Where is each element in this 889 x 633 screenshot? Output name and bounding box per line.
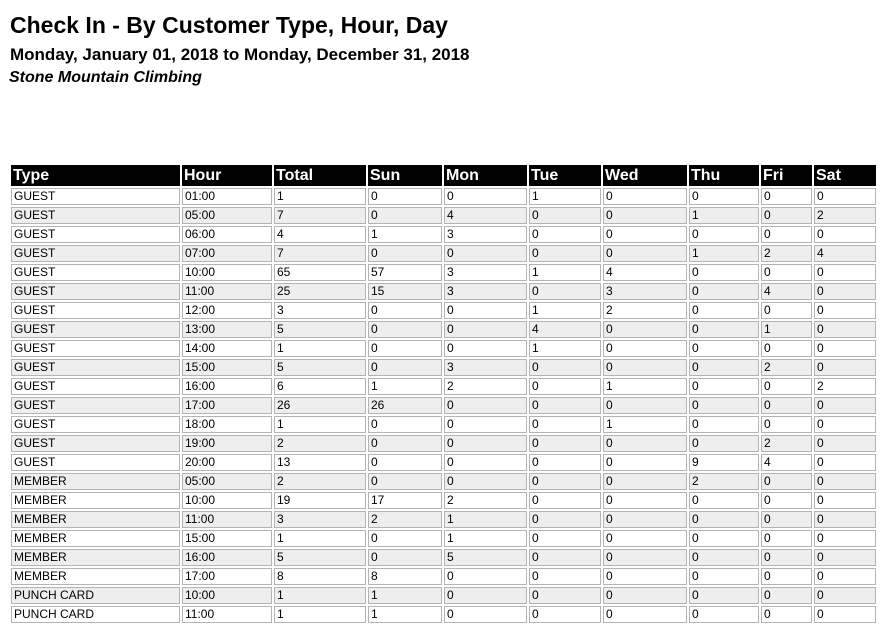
table-cell-tue: 1	[529, 302, 601, 319]
table-cell-thu: 0	[689, 511, 759, 528]
table-cell-type: GUEST	[11, 435, 180, 452]
table-cell-fri: 0	[761, 302, 812, 319]
table-cell-fri: 0	[761, 473, 812, 490]
table-cell-wed: 0	[603, 549, 687, 566]
table-cell-wed: 0	[603, 340, 687, 357]
table-cell-sat: 0	[814, 302, 876, 319]
table-cell-sat: 2	[814, 378, 876, 395]
table-cell-sun: 1	[368, 378, 442, 395]
table-cell-sun: 0	[368, 207, 442, 224]
table-row	[11, 606, 876, 623]
table-row	[11, 397, 876, 414]
company-name: Stone Mountain Climbing	[9, 69, 202, 86]
table-cell-fri: 0	[761, 226, 812, 243]
table-cell-sun: 0	[368, 340, 442, 357]
table-cell-tue: 1	[529, 188, 601, 205]
table-row	[11, 226, 876, 243]
table-cell-type: GUEST	[11, 397, 180, 414]
table-cell-total: 1	[274, 606, 366, 623]
table-cell-sat: 0	[814, 511, 876, 528]
table-row	[11, 321, 876, 338]
table-cell-total: 1	[274, 340, 366, 357]
checkin-table	[9, 163, 878, 625]
table-cell-sun: 0	[368, 473, 442, 490]
table-cell-tue: 0	[529, 397, 601, 414]
table-cell-sat: 0	[814, 359, 876, 376]
table-cell-thu: 0	[689, 340, 759, 357]
table-cell-mon: 0	[444, 416, 527, 433]
table-cell-wed: 1	[603, 416, 687, 433]
table-cell-mon: 0	[444, 245, 527, 262]
table-cell-total: 25	[274, 283, 366, 300]
table-cell-sat: 0	[814, 549, 876, 566]
table-row	[11, 283, 876, 300]
table-row	[11, 454, 876, 471]
table-cell-tue: 0	[529, 587, 601, 604]
table-cell-thu: 1	[689, 245, 759, 262]
table-cell-thu: 1	[689, 207, 759, 224]
table-cell-sun: 0	[368, 359, 442, 376]
table-cell-fri: 0	[761, 188, 812, 205]
table-cell-total: 5	[274, 359, 366, 376]
table-cell-type: GUEST	[11, 264, 180, 281]
table-cell-mon: 0	[444, 435, 527, 452]
table-cell-fri: 0	[761, 397, 812, 414]
table-cell-type: PUNCH CARD	[11, 606, 180, 623]
table-row	[11, 587, 876, 604]
table-cell-hour: 15:00	[182, 359, 272, 376]
table-cell-sun: 1	[368, 226, 442, 243]
table-cell-tue: 0	[529, 435, 601, 452]
table-cell-mon: 0	[444, 587, 527, 604]
report-date-range: Monday, January 01, 2018 to Monday, December 31, 2018	[10, 45, 470, 64]
table-cell-hour: 16:00	[182, 549, 272, 566]
table-cell-fri: 0	[761, 587, 812, 604]
table-cell-total: 1	[274, 530, 366, 547]
table-cell-sat: 0	[814, 454, 876, 471]
table-cell-sun: 15	[368, 283, 442, 300]
table-cell-type: GUEST	[11, 454, 180, 471]
table-cell-hour: 20:00	[182, 454, 272, 471]
table-cell-thu: 0	[689, 302, 759, 319]
table-cell-sun: 8	[368, 568, 442, 585]
table-cell-sun: 0	[368, 454, 442, 471]
column-header-hour: Hour	[182, 165, 272, 186]
table-cell-total: 26	[274, 397, 366, 414]
table-cell-thu: 9	[689, 454, 759, 471]
table-cell-type: MEMBER	[11, 568, 180, 585]
table-cell-mon: 5	[444, 549, 527, 566]
table-cell-sat: 2	[814, 207, 876, 224]
table-cell-fri: 0	[761, 606, 812, 623]
table-cell-sun: 1	[368, 587, 442, 604]
table-cell-sat: 0	[814, 397, 876, 414]
table-cell-mon: 0	[444, 340, 527, 357]
table-cell-mon: 4	[444, 207, 527, 224]
table-cell-mon: 3	[444, 226, 527, 243]
table-cell-hour: 05:00	[182, 207, 272, 224]
table-cell-tue: 0	[529, 207, 601, 224]
table-cell-type: GUEST	[11, 226, 180, 243]
table-cell-fri: 0	[761, 511, 812, 528]
table-cell-hour: 17:00	[182, 568, 272, 585]
table-cell-wed: 0	[603, 511, 687, 528]
column-header-sun: Sun	[368, 165, 442, 186]
table-cell-sun: 0	[368, 188, 442, 205]
table-header-row	[11, 165, 876, 186]
table-row	[11, 340, 876, 357]
table-cell-thu: 0	[689, 568, 759, 585]
table-cell-sat: 0	[814, 530, 876, 547]
column-header-fri: Fri	[761, 165, 812, 186]
table-cell-hour: 14:00	[182, 340, 272, 357]
table-cell-thu: 0	[689, 549, 759, 566]
column-header-sat: Sat	[814, 165, 876, 186]
table-cell-fri: 2	[761, 435, 812, 452]
table-cell-sun: 0	[368, 416, 442, 433]
table-row	[11, 302, 876, 319]
table-cell-mon: 0	[444, 473, 527, 490]
table-cell-hour: 19:00	[182, 435, 272, 452]
table-cell-fri: 0	[761, 378, 812, 395]
table-cell-tue: 0	[529, 226, 601, 243]
table-row	[11, 473, 876, 490]
table-cell-sun: 0	[368, 321, 442, 338]
table-cell-sun: 0	[368, 302, 442, 319]
table-cell-total: 1	[274, 188, 366, 205]
table-cell-mon: 1	[444, 511, 527, 528]
table-cell-fri: 4	[761, 454, 812, 471]
table-cell-wed: 0	[603, 435, 687, 452]
table-cell-sat: 0	[814, 321, 876, 338]
table-cell-fri: 4	[761, 283, 812, 300]
table-cell-total: 5	[274, 321, 366, 338]
table-cell-tue: 1	[529, 340, 601, 357]
table-cell-type: GUEST	[11, 378, 180, 395]
table-cell-sat: 0	[814, 264, 876, 281]
table-row	[11, 188, 876, 205]
table-cell-type: GUEST	[11, 340, 180, 357]
column-header-wed: Wed	[603, 165, 687, 186]
table-cell-tue: 0	[529, 454, 601, 471]
table-cell-thu: 2	[689, 473, 759, 490]
table-cell-sat: 0	[814, 188, 876, 205]
table-cell-type: GUEST	[11, 207, 180, 224]
table-cell-mon: 0	[444, 321, 527, 338]
table-cell-type: GUEST	[11, 245, 180, 262]
table-cell-type: PUNCH CARD	[11, 587, 180, 604]
table-cell-thu: 0	[689, 226, 759, 243]
table-cell-sat: 0	[814, 340, 876, 357]
table-cell-fri: 0	[761, 530, 812, 547]
table-cell-mon: 3	[444, 359, 527, 376]
table-cell-type: GUEST	[11, 416, 180, 433]
table-row	[11, 207, 876, 224]
table-cell-total: 19	[274, 492, 366, 509]
table-cell-total: 1	[274, 416, 366, 433]
table-cell-thu: 0	[689, 264, 759, 281]
table-row	[11, 264, 876, 281]
table-cell-fri: 1	[761, 321, 812, 338]
table-cell-sun: 0	[368, 530, 442, 547]
table-cell-mon: 2	[444, 492, 527, 509]
table-row	[11, 435, 876, 452]
table-cell-hour: 10:00	[182, 492, 272, 509]
table-cell-total: 65	[274, 264, 366, 281]
table-row	[11, 378, 876, 395]
table-cell-sun: 0	[368, 549, 442, 566]
table-cell-tue: 0	[529, 378, 601, 395]
table-cell-type: MEMBER	[11, 549, 180, 566]
table-cell-sun: 2	[368, 511, 442, 528]
table-cell-type: GUEST	[11, 302, 180, 319]
table-cell-tue: 0	[529, 530, 601, 547]
table-cell-tue: 4	[529, 321, 601, 338]
table-cell-type: GUEST	[11, 359, 180, 376]
table-cell-sun: 0	[368, 435, 442, 452]
column-header-type: Type	[11, 165, 180, 186]
table-cell-tue: 0	[529, 606, 601, 623]
column-header-tue: Tue	[529, 165, 601, 186]
table-cell-wed: 0	[603, 606, 687, 623]
table-cell-tue: 0	[529, 245, 601, 262]
table-cell-tue: 1	[529, 264, 601, 281]
table-cell-thu: 0	[689, 587, 759, 604]
table-cell-type: MEMBER	[11, 492, 180, 509]
table-cell-wed: 0	[603, 568, 687, 585]
table-row	[11, 359, 876, 376]
table-cell-wed: 0	[603, 397, 687, 414]
table-cell-sat: 0	[814, 587, 876, 604]
table-cell-wed: 0	[603, 321, 687, 338]
table-cell-hour: 15:00	[182, 530, 272, 547]
table-cell-thu: 0	[689, 416, 759, 433]
table-cell-sat: 0	[814, 416, 876, 433]
table-row	[11, 416, 876, 433]
table-cell-wed: 0	[603, 473, 687, 490]
table-cell-wed: 0	[603, 207, 687, 224]
table-cell-fri: 0	[761, 492, 812, 509]
table-cell-mon: 0	[444, 188, 527, 205]
table-cell-fri: 2	[761, 245, 812, 262]
table-cell-fri: 0	[761, 568, 812, 585]
table-cell-hour: 11:00	[182, 606, 272, 623]
table-cell-total: 6	[274, 378, 366, 395]
table-cell-type: MEMBER	[11, 473, 180, 490]
table-cell-sun: 1	[368, 606, 442, 623]
table-cell-thu: 0	[689, 606, 759, 623]
table-cell-sat: 0	[814, 226, 876, 243]
table-cell-fri: 2	[761, 359, 812, 376]
table-cell-hour: 01:00	[182, 188, 272, 205]
table-cell-sat: 4	[814, 245, 876, 262]
table-cell-fri: 0	[761, 340, 812, 357]
table-cell-mon: 3	[444, 264, 527, 281]
table-row	[11, 245, 876, 262]
column-header-thu: Thu	[689, 165, 759, 186]
table-cell-sun: 26	[368, 397, 442, 414]
table-cell-fri: 0	[761, 549, 812, 566]
table-cell-thu: 0	[689, 359, 759, 376]
table-cell-tue: 0	[529, 511, 601, 528]
table-cell-total: 5	[274, 549, 366, 566]
table-row	[11, 530, 876, 547]
column-header-mon: Mon	[444, 165, 527, 186]
table-cell-sat: 0	[814, 435, 876, 452]
table-cell-wed: 2	[603, 302, 687, 319]
table-cell-thu: 0	[689, 435, 759, 452]
table-row	[11, 511, 876, 528]
table-cell-total: 8	[274, 568, 366, 585]
table-cell-hour: 11:00	[182, 283, 272, 300]
column-header-total: Total	[274, 165, 366, 186]
table-cell-sat: 0	[814, 283, 876, 300]
table-cell-hour: 05:00	[182, 473, 272, 490]
table-cell-tue: 0	[529, 568, 601, 585]
table-cell-total: 13	[274, 454, 366, 471]
table-cell-mon: 2	[444, 378, 527, 395]
table-cell-total: 2	[274, 435, 366, 452]
table-cell-hour: 18:00	[182, 416, 272, 433]
table-cell-sat: 0	[814, 568, 876, 585]
table-cell-tue: 0	[529, 283, 601, 300]
table-cell-sat: 0	[814, 492, 876, 509]
table-cell-sat: 0	[814, 606, 876, 623]
table-cell-thu: 0	[689, 492, 759, 509]
table-row	[11, 549, 876, 566]
table-cell-fri: 0	[761, 416, 812, 433]
table-cell-tue: 0	[529, 416, 601, 433]
table-cell-wed: 0	[603, 188, 687, 205]
table-row	[11, 492, 876, 509]
table-cell-wed: 0	[603, 492, 687, 509]
table-cell-thu: 0	[689, 397, 759, 414]
table-cell-sun: 17	[368, 492, 442, 509]
table-cell-thu: 0	[689, 378, 759, 395]
table-cell-total: 2	[274, 473, 366, 490]
table-cell-mon: 3	[444, 283, 527, 300]
table-cell-sat: 0	[814, 473, 876, 490]
table-cell-wed: 4	[603, 264, 687, 281]
table-cell-tue: 0	[529, 549, 601, 566]
table-cell-total: 4	[274, 226, 366, 243]
table-cell-fri: 0	[761, 264, 812, 281]
table-cell-mon: 0	[444, 302, 527, 319]
table-cell-mon: 1	[444, 530, 527, 547]
table-cell-tue: 0	[529, 492, 601, 509]
table-cell-mon: 0	[444, 568, 527, 585]
table-cell-tue: 0	[529, 359, 601, 376]
table-cell-hour: 17:00	[182, 397, 272, 414]
table-cell-mon: 0	[444, 397, 527, 414]
table-cell-wed: 0	[603, 226, 687, 243]
table-cell-type: GUEST	[11, 321, 180, 338]
table-cell-total: 7	[274, 245, 366, 262]
table-cell-thu: 0	[689, 283, 759, 300]
table-cell-type: GUEST	[11, 188, 180, 205]
report-title: Check In - By Customer Type, Hour, Day	[10, 12, 448, 38]
table-cell-wed: 0	[603, 587, 687, 604]
table-cell-hour: 16:00	[182, 378, 272, 395]
table-cell-sun: 0	[368, 245, 442, 262]
table-cell-thu: 0	[689, 321, 759, 338]
table-cell-hour: 11:00	[182, 511, 272, 528]
table-cell-wed: 0	[603, 245, 687, 262]
table-cell-tue: 0	[529, 473, 601, 490]
table-cell-total: 3	[274, 511, 366, 528]
table-row	[11, 568, 876, 585]
table-cell-wed: 0	[603, 454, 687, 471]
table-cell-hour: 06:00	[182, 226, 272, 243]
table-cell-hour: 13:00	[182, 321, 272, 338]
table-cell-mon: 0	[444, 606, 527, 623]
table-cell-fri: 0	[761, 207, 812, 224]
table-cell-hour: 10:00	[182, 264, 272, 281]
table-cell-hour: 12:00	[182, 302, 272, 319]
table-cell-mon: 0	[444, 454, 527, 471]
table-cell-total: 7	[274, 207, 366, 224]
table-cell-wed: 0	[603, 530, 687, 547]
table-cell-total: 3	[274, 302, 366, 319]
table-cell-type: MEMBER	[11, 530, 180, 547]
table-cell-total: 1	[274, 587, 366, 604]
table-cell-hour: 07:00	[182, 245, 272, 262]
table-body	[11, 188, 876, 623]
table-cell-wed: 0	[603, 359, 687, 376]
table-cell-hour: 10:00	[182, 587, 272, 604]
table-cell-thu: 0	[689, 188, 759, 205]
table-cell-type: GUEST	[11, 283, 180, 300]
table-cell-thu: 0	[689, 530, 759, 547]
table-cell-wed: 3	[603, 283, 687, 300]
table-cell-sun: 57	[368, 264, 442, 281]
table-cell-wed: 1	[603, 378, 687, 395]
table-cell-type: MEMBER	[11, 511, 180, 528]
